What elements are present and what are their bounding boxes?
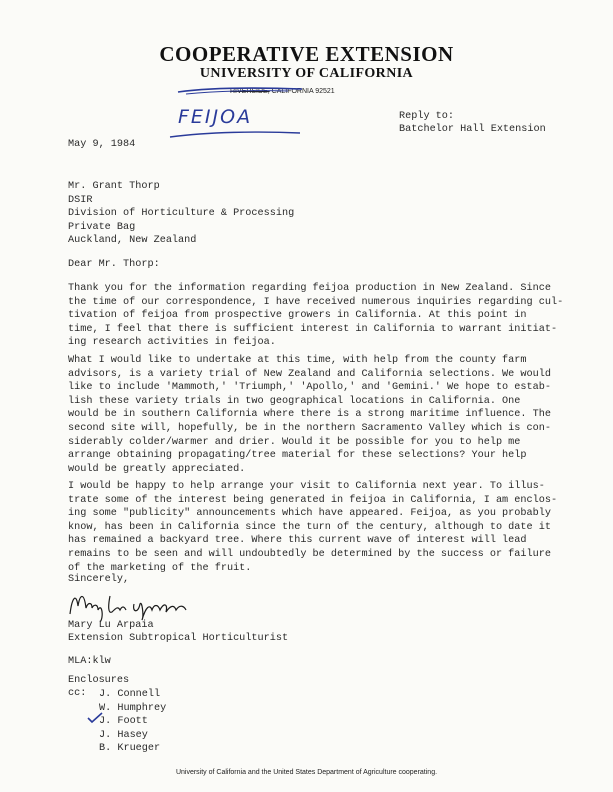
- signer-name: Mary Lu Arpaia: [68, 620, 154, 631]
- body-line: time, I feel that there is sufficient interest in California to warrant initiat-: [68, 323, 558, 335]
- body-paragraph-2: [68, 354, 558, 476]
- state-zip: CALIFORNIA 92521: [271, 88, 335, 95]
- body-line: What I would like to undertake at this time, with help from the county farm: [68, 355, 527, 366]
- letterhead-footer: University of California and the United States Department of Agriculture cooperating.: [175, 769, 438, 776]
- letterhead-university: UNIVERSITY OF CALIFORNIA: [199, 66, 414, 81]
- body-line: remains to be seen and will undoubtedly be determined by the success or failure: [68, 548, 551, 560]
- enclosures-label: Enclosures: [68, 675, 130, 686]
- closing: Sincerely,: [68, 574, 130, 585]
- body-line: second site will, hopefully, be in the northern Sacramento Valley which is con-: [68, 422, 551, 434]
- letter-date: May 9, 1984: [68, 139, 136, 150]
- body-line: would be greatly appreciated.: [68, 463, 246, 475]
- struck-city: RIVERSIDE,: [230, 88, 270, 95]
- recipient-line: Private Bag: [68, 221, 136, 233]
- typist-initials: MLA:klw: [68, 656, 111, 667]
- recipient-line: Division of Horticulture & Processing: [68, 208, 295, 220]
- recipient-line: Mr. Grant Thorp: [68, 181, 160, 192]
- body-line: Thank you for the information regarding feijoa production in New Zealand. Since: [68, 283, 551, 294]
- body-line: the time of our correspondence, I have received numerous inquiries regarding cul-: [68, 296, 564, 308]
- cc-item: J. Hasey: [99, 729, 148, 741]
- cc-item: W. Humphrey: [99, 702, 167, 714]
- signer-title: Extension Subtropical Horticulturist: [68, 633, 289, 644]
- recipient-line: DSIR: [68, 194, 93, 206]
- body-line: siderably colder/warmer and drier. Would it be possible for you to help me: [68, 436, 521, 448]
- reply-to-label: Reply to:: [399, 111, 455, 122]
- body-line: like to include 'Mammoth,' 'Triumph,' 'Apollo,' and 'Gemini.' We hope to estab-: [68, 382, 551, 394]
- cc-list: [99, 688, 299, 756]
- body-line: ing some "publicity" announcements which have appeared. Feijoa, as you probably: [68, 508, 551, 520]
- body-line: has remained a backyard tree. Where this current wave of interest will lead: [68, 535, 527, 547]
- body-line: trate some of the interest being generated in feijoa in California, I am enclos-: [68, 494, 558, 506]
- cc-label: cc:: [68, 688, 87, 699]
- body-line: tivation of feijoa from prospective growers in California. At this point in: [68, 310, 527, 322]
- salutation: Dear Mr. Thorp:: [68, 259, 160, 270]
- recipient-address: [68, 180, 558, 248]
- check-mark-icon: [86, 711, 104, 725]
- handwritten-feijoa-note: FEIJOA: [178, 106, 253, 128]
- body-line: of the marketing of the fruit.: [68, 562, 252, 574]
- body-line: arrange obtaining propagating/tree material for these selections? Your help: [68, 450, 527, 462]
- recipient-line: Auckland, New Zealand: [68, 235, 197, 247]
- body-paragraph-3: [68, 480, 558, 575]
- body-line: would be in southern California where there is a strong maritime influence. The: [68, 409, 551, 421]
- body-line: ing research activities in feijoa.: [68, 337, 276, 349]
- body-line: advisors, is a variety trial of New Zealand and California selections. We would: [68, 368, 551, 380]
- signature-drawing: [66, 588, 206, 624]
- body-paragraph-1: [68, 282, 564, 350]
- cc-item: J. Foott: [99, 716, 148, 728]
- letterhead-org: COOPERATIVE EXTENSION: [159, 42, 454, 66]
- handwritten-underline: [168, 128, 303, 142]
- reply-to-address: Batchelor Hall Extension: [399, 124, 546, 135]
- pen-strike-mark: [176, 82, 306, 98]
- cc-item: B. Krueger: [99, 743, 161, 755]
- cc-item: J. Connell: [99, 689, 161, 700]
- body-line: I would be happy to help arrange your visit to California next year. To illus-: [68, 481, 545, 492]
- body-line: lish these variety trials in two geographical locations in California. One: [68, 395, 521, 407]
- body-line: know, has been in California since the turn of the century, although to date it: [68, 521, 551, 533]
